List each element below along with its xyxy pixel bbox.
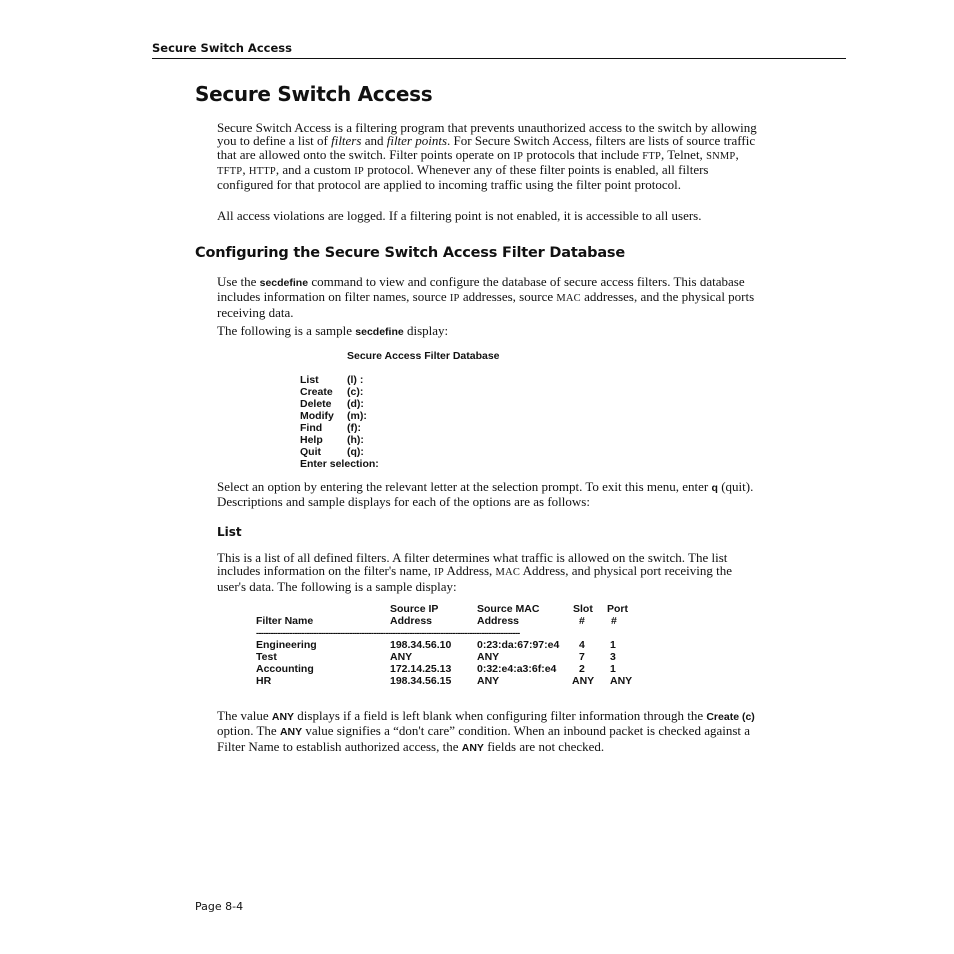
table-cell-port: 1: [610, 639, 616, 651]
menu-item-create: Create (c):: [300, 386, 364, 398]
table-cell-name: Engineering: [256, 639, 317, 651]
table-cell-ip: 198.34.56.10: [390, 639, 452, 651]
menu-item-find: Find (f):: [300, 422, 361, 434]
intro-paragraph-1: Secure Switch Access is a filtering program that prevents unauthorized access to the switch by allowing you to define a list of filters and filter points. For Secure Switch Access, filters are lists of source traffic that are allowed onto the switch. Filter points operate on IP protocols that include FTP, Telnet, SNMP, TFTP, HTTP, and a custom IP protocol. Whenever any of these filter points is enabled, all filters configured for that protocol are applied to incoming traffic using the filter point protocol.: [217, 120, 757, 193]
table-cell-mac: ANY: [477, 675, 500, 687]
table-cell-port: 1: [610, 663, 616, 675]
menu-item-delete: Delete (d):: [300, 398, 364, 410]
config-paragraph-2: The following is a sample secdefine display:: [217, 323, 449, 338]
table-cell-port: ANY: [610, 675, 633, 687]
menu-item-list: List (l) :: [300, 374, 364, 386]
section-heading: Configuring the Secure Switch Access Filter Database: [195, 245, 625, 261]
running-head: Secure Switch Access: [152, 41, 292, 55]
value-paragraph: The value ANY displays if a field is left blank when configuring filter information through the Create (c) option. The ANY value signifies a “don't care” condition. When an inbound packet is checked against a Filter Name to establish authorized access, the ANY fields are not checked.: [217, 708, 755, 754]
table-separator: --------------------------------------------------------------------------------------------------------------: [256, 628, 520, 638]
table-cell-ip: 198.34.56.15: [390, 675, 452, 687]
table-cell-name: Accounting: [256, 663, 314, 675]
menu-item-help: Help (h):: [300, 434, 364, 446]
intro-paragraph-2: All access violations are logged. If a filtering point is not enabled, it is accessible to all users.: [217, 208, 702, 223]
header-source-ip-1: Source IP: [390, 603, 439, 615]
header-port-1: Port: [607, 603, 628, 615]
menu-item-quit: Quit (q):: [300, 446, 364, 458]
table-cell-ip: 172.14.25.13: [390, 663, 452, 675]
table-cell-slot: 7: [579, 651, 585, 663]
table-cell-slot: 2: [579, 663, 585, 675]
header-source-mac-1: Source MAC: [477, 603, 540, 615]
header-source-mac-2: Address: [477, 615, 520, 627]
header-rule: [152, 58, 846, 59]
page-number: Page 8-4: [195, 900, 244, 913]
list-paragraph: This is a list of all defined filters. A filter determines what traffic is allowed on the switch. The list includes information on the filter's name, IP Address, MAC Address, and physical port receiving the user's data. The following is a sample display:: [217, 550, 732, 594]
table-cell-slot: ANY: [572, 675, 595, 687]
menu-prompt: Enter selection:: [300, 458, 379, 470]
header-slot-1: Slot: [573, 603, 593, 615]
page-title: Secure Switch Access: [195, 82, 433, 106]
menu-item-modify: Modify (m):: [300, 410, 367, 422]
header-source-ip-2: Address: [390, 615, 433, 627]
menu-title: Secure Access Filter Database: [347, 350, 500, 362]
header-filter-name: Filter Name: [256, 615, 314, 627]
table-cell-mac: ANY: [477, 651, 500, 663]
table-cell-name: Test: [256, 651, 277, 663]
table-cell-ip: ANY: [390, 651, 413, 663]
header-port-2: #: [611, 615, 617, 627]
table-cell-name: HR: [256, 675, 272, 687]
header-slot-2: #: [579, 615, 585, 627]
table-cell-port: 3: [610, 651, 616, 663]
list-heading: List: [217, 525, 242, 539]
table-cell-mac: 0:23:da:67:97:e4: [477, 639, 560, 651]
config-paragraph-1: Use the secdefine command to view and configure the database of secure access filters. This database includes information on filter names, source IP addresses, source MAC addresses, and the physical ports receiving data.: [217, 274, 755, 320]
table-cell-mac: 0:32:e4:a3:6f:e4: [477, 663, 557, 675]
select-paragraph: Select an option by entering the relevant letter at the selection prompt. To exit this menu, enter q (quit). Descriptions and sample displays for each of the options are as follows:: [217, 479, 754, 510]
table-cell-slot: 4: [579, 639, 585, 651]
